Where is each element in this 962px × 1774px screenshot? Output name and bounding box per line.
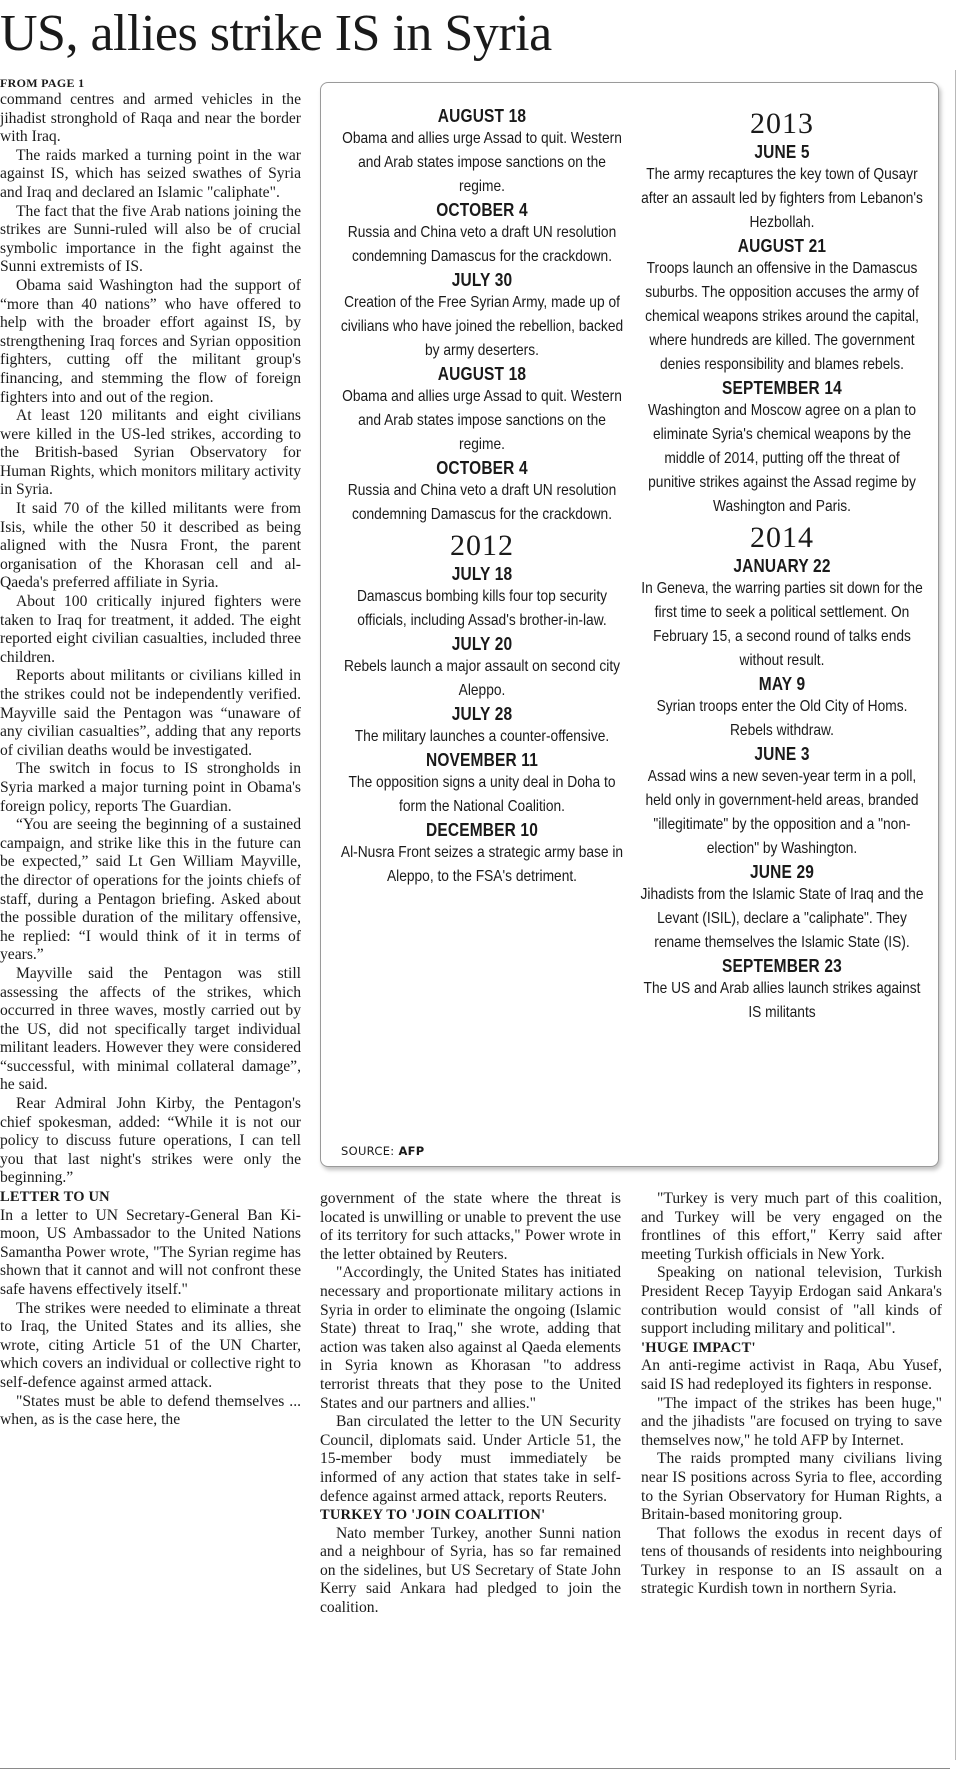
paragraph: At least 120 militants and eight civilians were killed in the US-led strikes, according to the British-based Syrian Observatory for Human Rights, which monitors military activity in Syria. — [0, 407, 301, 499]
paragraph: In a letter to UN Secretary-General Ban Ki-moon, US Ambassador to the United Nations Samantha Power wrote, "The Syrian regime has shown that it cannot and will not confront these safe havens effectively itself." — [0, 1206, 301, 1298]
article-column-2 — [320, 1190, 621, 1618]
timeline-event: Jihadists from the Islamic State of Iraq and the Levant (ISIL), declare a "caliphate". They rename themselves the Islamic State (IS). — [640, 886, 924, 951]
timeline-date: JUNE 3 — [754, 744, 810, 764]
article-column-1 — [0, 76, 301, 1430]
timeline-date: AUGUST 18 — [437, 364, 527, 384]
timeline-event: The US and Arab allies launch strikes against IS militants — [643, 980, 921, 1021]
paragraph: Rear Admiral John Kirby, the Pentagon's chief spokesman, added: “While it is not our policy to discuss future operations, I can tell you that last night's strikes were only the beginning.” — [0, 1095, 301, 1187]
timeline-event: Russia and China veto a draft UN resolution condemning Damascus for the crackdown. — [347, 482, 617, 523]
timeline-event: Obama and allies urge Assad to quit. Western and Arab states impose sanctions on the regime. — [342, 130, 622, 195]
timeline-date: NOVEMBER 11 — [425, 750, 539, 770]
timeline-date: DECEMBER 10 — [425, 820, 538, 840]
timeline-year: 2013 — [750, 107, 814, 140]
paragraph: "Turkey is very much part of this coalition, and Turkey will be very engaged on the frontlines of this effort," Kerry said after meeting Turkish officials in New York. — [641, 1190, 942, 1263]
timeline-date: JUNE 29 — [749, 862, 815, 882]
paragraph: Obama said Washington had the support of “more than 40 nations” who have offered to help with the broader effort against IS, by strengthening Iraq forces and Syrian opposition fighters, cutting off the militant group's financing, and stemming the flow of foreign fighters into and out of the region. — [0, 276, 301, 406]
source-value: AFP — [398, 1144, 425, 1158]
timeline-event: Assad wins a new seven-year term in a poll, held only in government-held areas, branded "illegitimate" by the opposition and a "non-election" by Washington. — [645, 768, 919, 857]
timeline-date: JULY 28 — [451, 704, 513, 724]
timeline-event: In Geneva, the warring parties sit down for the first time to seek a political settlement. On February 15, a second round of talks ends without result. — [641, 580, 923, 669]
source-label: SOURCE: — [341, 1144, 395, 1158]
paragraph: “You are seeing the beginning of a sustained campaign, and strike like this in the future can be expected,” said Lt Gen William Mayville, the director of operations for the joints chiefs of staff, during a Pentagon briefing. Asked about the possible duration of the military offensive, he replied: “I would think of it in terms of years.” — [0, 816, 301, 964]
paragraph: It said 70 of the killed militants were from Isis, while the other 50 it described as being aligned with the Nusra Front, the parent organisation of the Khorasan cell and al-Qaeda's preferred affiliate in Syria. — [0, 500, 301, 592]
subhead-letter-to-un: LETTER TO UN — [0, 1189, 110, 1206]
timeline-date: OCTOBER 4 — [436, 458, 528, 478]
timeline-date: JUNE 5 — [754, 142, 810, 162]
timeline-event: The military launches a counter-offensive. — [354, 728, 610, 745]
timeline-date: MAY 9 — [758, 674, 806, 694]
paragraph: command centres and armed vehicles in the jihadist stronghold of Raqa and near the border with Iraq. — [0, 91, 301, 146]
paragraph: About 100 critically injured fighters were taken to Iraq for treatment, it added. The eight reported eight civilian casualties, included three children. — [0, 593, 301, 666]
timeline-event: Russia and China veto a draft UN resolution condemning Damascus for the crackdown. — [347, 224, 617, 265]
paragraph: That follows the exodus in recent days of tens of thousands of residents into neighbouring Turkey in response to an IS assault on a strategic Kurdish town in northern Syria. — [641, 1524, 942, 1598]
paragraph: The switch in focus to IS strongholds in Syria marked a major turning point in Obama's foreign policy, reports The Guardian. — [0, 760, 301, 815]
timeline-event: Creation of the Free Syrian Army, made up of civilians who have joined the rebellion, backed by army deserters. — [340, 294, 624, 359]
paragraph: Nato member Turkey, another Sunni nation and a neighbour of Syria, has so far remained on the sidelines, but US Secretary of State John Kerry said Ankara had pledged to join the coalition. — [320, 1524, 621, 1617]
timeline-event: Washington and Moscow agree on a plan to eliminate Syria's chemical weapons by the middle of 2014, putting off the threat of punitive strikes against the Assad regime by Washington and Paris. — [648, 402, 916, 515]
paragraph: The raids prompted many civilians living near IS positions across Syria to flee, according to the Syrian Observatory for Human Rights, a Britain-based monitoring group. — [641, 1450, 942, 1524]
paragraph: "The impact of the strikes has been huge," and the jihadists "are focused on trying to save themselves now," he told AFP by Internet. — [641, 1394, 942, 1449]
subhead-turkey: TURKEY TO 'JOIN COALITION' — [320, 1507, 546, 1524]
timeline-event: Rebels launch a major assault on second city Aleppo. — [343, 658, 621, 699]
column-3-body — [641, 1190, 942, 1339]
paragraph: The fact that the five Arab nations joining the strikes are Sunni-ruled will also be of crucial symbolic importance in the fight against the Sunni extremists of IS. — [0, 202, 301, 276]
timeline-box — [320, 82, 939, 1167]
timeline-date: JULY 30 — [451, 270, 513, 290]
column-2-body — [320, 1190, 621, 1506]
timeline-date: AUGUST 18 — [437, 106, 527, 126]
paragraph: Ban circulated the letter to the UN Security Council, diplomats said. Under Article 51, the 15-member body must immediately be informed of any action that states take in self-defence against armed attack, reports Reuters. — [320, 1413, 621, 1505]
timeline-event: Damascus bombing kills four top security officials, including Assad's brother-in-law. — [356, 588, 608, 629]
paragraph: "States must be able to defend themselves ... when, as is the case here, the — [0, 1392, 301, 1429]
timeline-date: JULY 18 — [451, 564, 513, 584]
timeline-event: Syrian troops enter the Old City of Homs. Rebels withdraw. — [656, 698, 908, 739]
timeline-date: OCTOBER 4 — [436, 200, 528, 220]
paragraph: The raids marked a turning point in the war against IS, which has seized swathes of Syria and Iraq and declared an Islamic "caliphate". — [0, 146, 301, 201]
paragraph: Mayville said the Pentagon was still assessing the affects of the strikes, which occurred in three waves, mostly carried out by the US, did not specifically target individual militant leaders. However they were considered “successful, with minimal collateral damage”, he said. — [0, 964, 301, 1094]
source-credit — [341, 1144, 425, 1158]
timeline-year: 2014 — [750, 521, 814, 554]
timeline-event: The army recaptures the key town of Qusayr after an assault led by fighters from Lebanon's Hezbollah. — [641, 166, 923, 231]
column-3-after-body — [641, 1357, 942, 1599]
timeline-date: JULY 20 — [451, 634, 513, 654]
paragraph: Speaking on national television, Turkish President Recep Tayyip Erdogan said Ankara's contribution would consist of "all kinds of support including military and political". — [641, 1264, 942, 1338]
timeline-event: Al-Nusra Front seizes a strategic army base in Aleppo, to the FSA's detriment. — [340, 844, 624, 885]
timeline-year: 2012 — [450, 529, 514, 562]
headline: US, allies strike IS in Syria — [0, 5, 552, 62]
timeline-event: The opposition signs a unity deal in Doha to form the National Coalition. — [348, 774, 616, 815]
from-page-label: FROM PAGE 1 — [0, 76, 85, 90]
column-rule — [955, 70, 956, 1760]
paragraph: government of the state where the threat is located is unwilling or unable to prevent the use of its territory for such attacks," Power wrote in the letter obtained by Reuters. — [320, 1190, 621, 1263]
bottom-rule — [0, 1768, 950, 1769]
subhead-huge-impact: 'HUGE IMPACT' — [641, 1339, 756, 1356]
timeline-event: Obama and allies urge Assad to quit. Western and Arab states impose sanctions on the regime. — [342, 388, 622, 453]
timeline-right-column — [637, 105, 927, 1025]
timeline-date: JANUARY 22 — [733, 556, 831, 576]
timeline-event: Troops launch an offensive in the Damascus suburbs. The opposition accuses the army of chemical weapons strikes around the capital, where hundreds are killed. The government denies responsibility and blames rebels. — [645, 260, 919, 373]
column-2-after-body — [320, 1525, 621, 1618]
timeline-date: SEPTEMBER 14 — [722, 378, 842, 398]
column-1-after-body — [0, 1207, 301, 1430]
timeline-left-column — [337, 105, 627, 889]
paragraph: "Accordingly, the United States has initiated necessary and proportionate military actions in Syria in order to eliminate the ongoing (Islamic State) threat to Iraq," she wrote, adding that action was taken also against al Qaeda elements in Syria known as Khorasan "to address terrorist threats that they pose to the United States and our partners and allies." — [320, 1264, 621, 1412]
article-column-3 — [641, 1190, 942, 1599]
paragraph: The strikes were needed to eliminate a threat to Iraq, the United States and its allies, she wrote, citing Article 51 of the UN Charter, which covers an individual or collective right to self-defence against armed attack. — [0, 1299, 301, 1391]
timeline-date: AUGUST 21 — [737, 236, 827, 256]
column-1-body — [0, 91, 301, 1188]
timeline-date: SEPTEMBER 23 — [722, 956, 842, 976]
paragraph: An anti-regime activist in Raqa, Abu Yusef, said IS had redeployed its fighters in response. — [641, 1357, 942, 1393]
paragraph: Reports about militants or civilians killed in the strikes could not be independently verified. Mayville said the Pentagon was “unaware of any civilian casualties”, adding that any reports of civilian deaths would be investigated. — [0, 667, 301, 759]
